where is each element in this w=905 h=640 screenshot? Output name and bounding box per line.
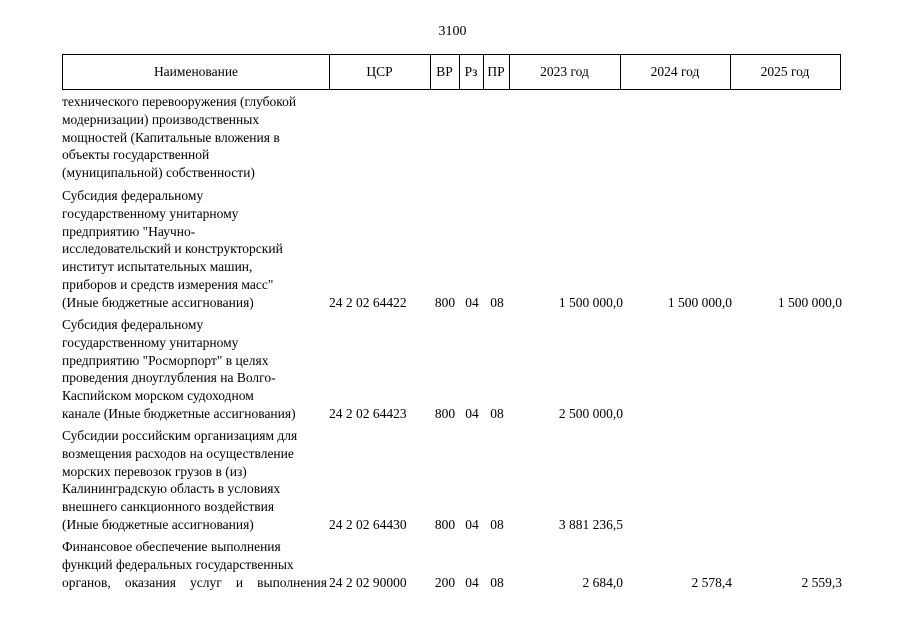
row-2023: 3 881 236,5 <box>558 517 623 532</box>
row-name-line: мощностей (Капитальные вложения в <box>62 129 280 145</box>
row-2025: 1 500 000,0 <box>777 294 842 310</box>
row-name-line: (Иные бюджетные ассигнования) <box>62 294 254 310</box>
row-name <box>62 187 327 312</box>
row-vr: 800 <box>434 294 456 310</box>
row-2023: 2 684,0 <box>582 574 623 590</box>
row-name-line: государственному унитарному <box>62 334 239 350</box>
row-vr: 200 <box>434 574 456 590</box>
row-name-line: приборов и средств измерения масс" <box>62 276 274 292</box>
row-2025: 2 559,3 <box>801 574 842 590</box>
header-rz: Рз <box>464 64 478 79</box>
row-name-line: Субсидия федеральному <box>62 317 204 332</box>
row-name-line: морских перевозок грузов в (из) <box>62 463 247 479</box>
row-name-line: внешнего санкционного воздействия <box>62 499 275 515</box>
row-csr: 24 2 02 64422 <box>329 294 407 310</box>
row-name-line: функций федеральных государственных <box>62 556 294 572</box>
header-2025: 2025 год <box>760 64 810 79</box>
header-vr: ВР <box>436 64 453 79</box>
row-name-line: технического перевооружения (глубокой <box>62 94 297 109</box>
row-rz: 04 <box>465 574 479 590</box>
header-csr: ЦСР <box>366 64 393 79</box>
row-name <box>62 427 327 534</box>
row-pr: 08 <box>490 406 504 421</box>
row-name-line: предприятию "Росморпорт" в целях <box>62 352 269 368</box>
row-rz: 04 <box>465 517 479 532</box>
row-name-line: Каспийском морском судоходном <box>62 388 254 404</box>
row-vr: 800 <box>434 406 456 421</box>
row-name-line: (Иные бюджетные ассигнования) <box>62 516 254 532</box>
row-name-line: исследовательский и конструкторский <box>62 241 283 257</box>
row-pr: 08 <box>490 517 504 532</box>
row-name <box>62 316 327 423</box>
row-2023: 1 500 000,0 <box>558 294 623 310</box>
row-csr: 24 2 02 64430 <box>329 517 407 532</box>
header-pr: ПР <box>487 64 505 79</box>
row-name-line: государственному унитарному <box>62 205 239 221</box>
row-name <box>62 538 327 591</box>
row-name <box>62 93 327 182</box>
row-name-line: канале (Иные бюджетные ассигнования) <box>62 405 296 421</box>
row-vr: 800 <box>434 517 456 532</box>
row-name-line: Калининградскую область в условиях <box>62 481 281 497</box>
row-csr: 24 2 02 64423 <box>329 406 407 421</box>
row-2023: 2 500 000,0 <box>558 406 623 421</box>
row-name-line: проведения дноуглубления на Волго- <box>62 370 276 386</box>
header-2023: 2023 год <box>540 64 589 79</box>
row-pr: 08 <box>490 574 504 590</box>
row-rz: 04 <box>465 406 479 421</box>
row-2024: 1 500 000,0 <box>667 294 732 310</box>
table-header <box>62 54 841 90</box>
row-name-line: Субсидии российским организациям для <box>62 428 298 443</box>
row-csr: 24 2 02 90000 <box>329 574 407 590</box>
header-name: Наименование <box>153 64 239 79</box>
row-2024: 2 578,4 <box>691 574 732 590</box>
page-number: 3100 <box>438 24 467 39</box>
row-name-line: возмещения расходов на осуществление <box>62 445 294 461</box>
row-rz: 04 <box>465 294 479 310</box>
row-name-line: (муниципальной) собственности) <box>62 165 255 181</box>
row-pr: 08 <box>490 294 504 310</box>
row-name-line: предприятию "Научно- <box>62 223 196 239</box>
row-name-line: органов, оказания услуг и выполнения <box>62 574 327 590</box>
row-name-line: Финансовое обеспечение выполнения <box>62 539 281 554</box>
row-name-line: институт испытательных машин, <box>62 259 253 275</box>
row-name-line: Субсидия федеральному <box>62 188 204 203</box>
row-name-line: модернизации) производственных <box>62 111 260 127</box>
row-name-line: объекты государственной <box>62 147 210 163</box>
header-2024: 2024 год <box>650 64 700 79</box>
